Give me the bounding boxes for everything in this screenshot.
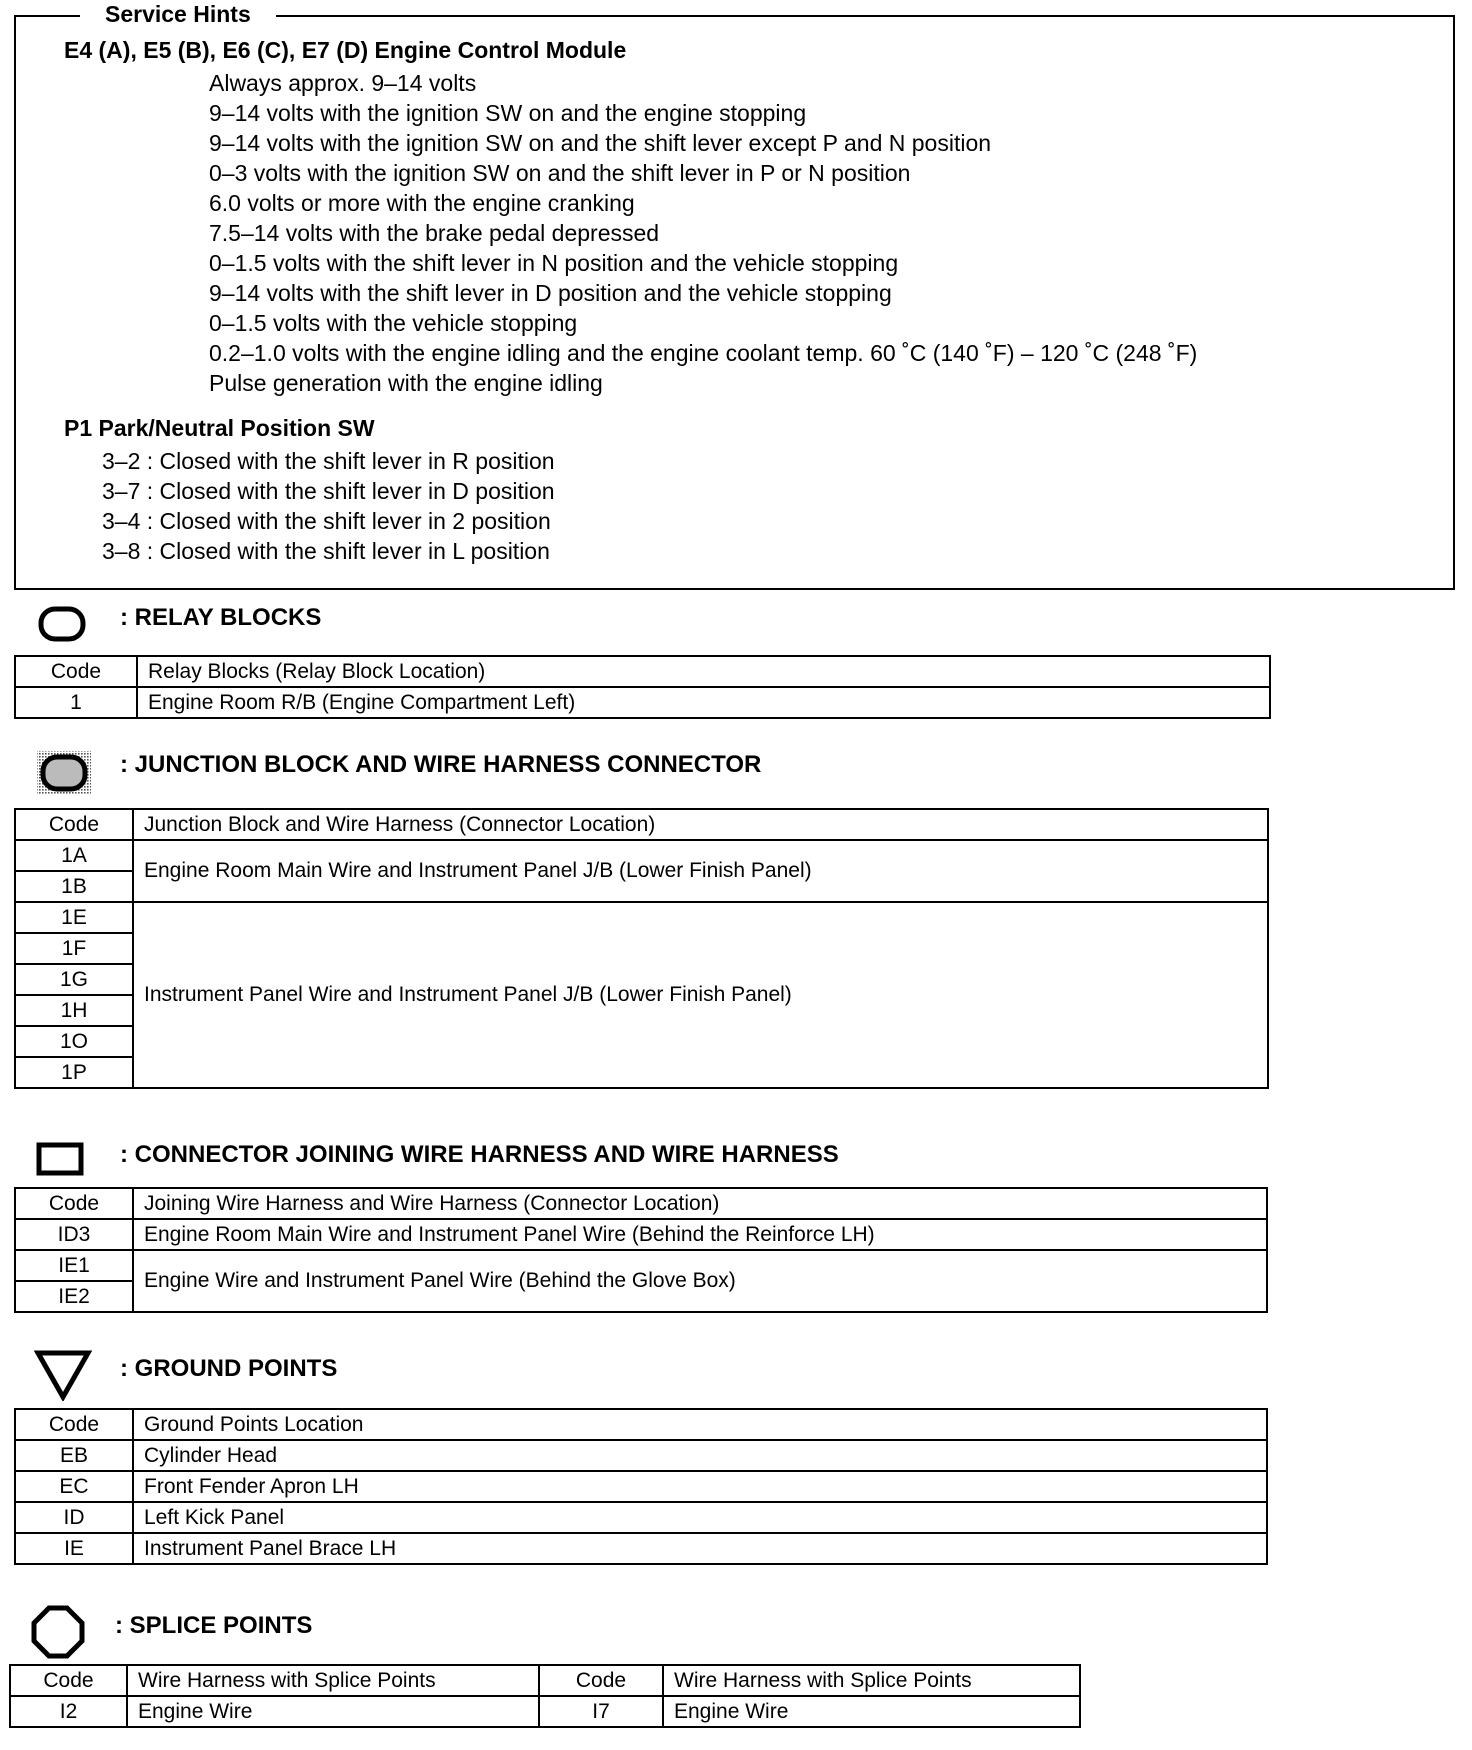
desc-cell: Engine Room Main Wire and Instrument Panel J/B (Lower Finish Panel) — [133, 840, 1268, 902]
desc-cell: Instrument Panel Brace LH — [133, 1533, 1267, 1564]
code-cell: EC — [15, 1471, 133, 1502]
desc-cell: Cylinder Head — [133, 1440, 1267, 1471]
hint-text: 0–3 volts with the ignition SW on and the shift lever in P or N position — [209, 160, 911, 186]
desc-cell: Engine Room R/B (Engine Compartment Left) — [137, 687, 1270, 718]
junction-blocks-table — [14, 808, 1269, 1089]
desc-header: Wire Harness with Splice Points — [127, 1665, 539, 1696]
hint-text: 0.2–1.0 volts with the engine idling and the engine coolant temp. 60 ˚C (140 ˚F) – 120 ˚C (248 ˚F) — [209, 340, 1198, 366]
desc-header: Junction Block and Wire Harness (Connector Location) — [133, 809, 1268, 840]
service-hints-box — [14, 15, 1455, 590]
table-row — [15, 1440, 1267, 1471]
hint-text: Always approx. 9–14 volts — [209, 70, 477, 96]
desc-cell: Engine Wire — [127, 1696, 539, 1727]
connectors-table — [14, 1187, 1268, 1313]
code-header: Code — [15, 1409, 133, 1440]
splice-points-heading: : SPLICE POINTS — [115, 1612, 313, 1639]
code-cell: 1O — [15, 1026, 133, 1057]
code-cell: IE2 — [15, 1281, 133, 1312]
hint-text: 0–1.5 volts with the shift lever in N position and the vehicle stopping — [209, 250, 899, 276]
splice-point-symbol-icon — [30, 1604, 86, 1660]
hint-text: 9–14 volts with the shift lever in D position and the vehicle stopping — [209, 280, 892, 306]
code-cell: 1B — [15, 871, 133, 902]
p1-title: P1 Park/Neutral Position SW — [64, 415, 375, 441]
desc-header: Relay Blocks (Relay Block Location) — [137, 656, 1270, 687]
hint-text: 9–14 volts with the ignition SW on and the engine stopping — [209, 100, 807, 126]
desc-header: Wire Harness with Splice Points — [663, 1665, 1080, 1696]
code-cell: IE1 — [15, 1250, 133, 1281]
ground-points-heading: : GROUND POINTS — [120, 1355, 338, 1382]
hint-text: Pulse generation with the engine idling — [209, 370, 603, 396]
code-header: Code — [15, 1188, 133, 1219]
hint-text: 7.5–14 volts with the brake pedal depressed — [209, 220, 660, 246]
desc-cell: Instrument Panel Wire and Instrument Panel J/B (Lower Finish Panel) — [133, 902, 1268, 1088]
relay-blocks-heading: : RELAY BLOCKS — [120, 604, 322, 631]
table-row — [15, 1502, 1267, 1533]
code-cell: I2 — [10, 1696, 127, 1727]
junction-block-symbol-icon — [36, 750, 92, 796]
code-cell: 1E — [15, 902, 133, 933]
code-cell: ID3 — [15, 1219, 133, 1250]
table-header-row — [15, 1409, 1267, 1440]
table-row — [10, 1696, 1080, 1727]
table-header-row — [15, 809, 1268, 840]
splice-points-table — [9, 1664, 1081, 1728]
table-row — [15, 687, 1270, 718]
code-cell: EB — [15, 1440, 133, 1471]
table-row — [15, 1219, 1267, 1250]
ecm-title: E4 (A), E5 (B), E6 (C), E7 (D) Engine Control Module — [64, 37, 627, 63]
desc-header: Ground Points Location — [133, 1409, 1267, 1440]
table-row — [15, 1533, 1267, 1564]
code-cell: IE — [15, 1533, 133, 1564]
p1-row: 3–7 : Closed with the shift lever in D position — [102, 478, 555, 504]
hint-text: 0–1.5 volts with the vehicle stopping — [209, 310, 578, 336]
table-row — [15, 840, 1268, 871]
code-cell: 1G — [15, 964, 133, 995]
code-cell: 1P — [15, 1057, 133, 1088]
code-cell: 1F — [15, 933, 133, 964]
p1-row: 3–2 : Closed with the shift lever in R position — [102, 448, 555, 474]
table-row — [15, 1250, 1267, 1281]
desc-header: Joining Wire Harness and Wire Harness (Connector Location) — [133, 1188, 1267, 1219]
code-header: Code — [15, 809, 133, 840]
code-cell: 1A — [15, 840, 133, 871]
desc-cell: Left Kick Panel — [133, 1502, 1267, 1533]
table-header-row — [10, 1665, 1080, 1696]
ground-points-table — [14, 1408, 1268, 1565]
table-header-row — [15, 656, 1270, 687]
hint-text: 6.0 volts or more with the engine cranking — [209, 190, 635, 216]
code-header: Code — [539, 1665, 663, 1696]
hint-text: 9–14 volts with the ignition SW on and the shift lever except P and N position — [209, 130, 992, 156]
code-cell: 1H — [15, 995, 133, 1026]
code-cell: ID — [15, 1502, 133, 1533]
p1-row: 3–4 : Closed with the shift lever in 2 position — [102, 508, 551, 534]
junction-blocks-heading: : JUNCTION BLOCK AND WIRE HARNESS CONNECTOR — [120, 751, 762, 778]
code-cell: 1 — [15, 687, 137, 718]
desc-cell: Engine Wire — [663, 1696, 1080, 1727]
desc-cell: Front Fender Apron LH — [133, 1471, 1267, 1502]
relay-block-symbol-icon — [38, 606, 86, 642]
desc-cell: Engine Wire and Instrument Panel Wire (Behind the Glove Box) — [133, 1250, 1267, 1312]
code-header: Code — [15, 656, 137, 687]
table-row — [15, 902, 1268, 933]
p1-row: 3–8 : Closed with the shift lever in L position — [102, 538, 550, 564]
service-hints-title: Service Hints — [80, 0, 276, 28]
connectors-heading: : CONNECTOR JOINING WIRE HARNESS AND WIRE HARNESS — [120, 1141, 839, 1168]
desc-cell: Engine Room Main Wire and Instrument Panel Wire (Behind the Reinforce LH) — [133, 1219, 1267, 1250]
relay-blocks-table — [14, 655, 1271, 719]
code-cell: I7 — [539, 1696, 663, 1727]
connector-symbol-icon — [36, 1142, 84, 1176]
ground-point-symbol-icon — [34, 1349, 92, 1401]
code-header: Code — [10, 1665, 127, 1696]
table-header-row — [15, 1188, 1267, 1219]
table-row — [15, 1471, 1267, 1502]
